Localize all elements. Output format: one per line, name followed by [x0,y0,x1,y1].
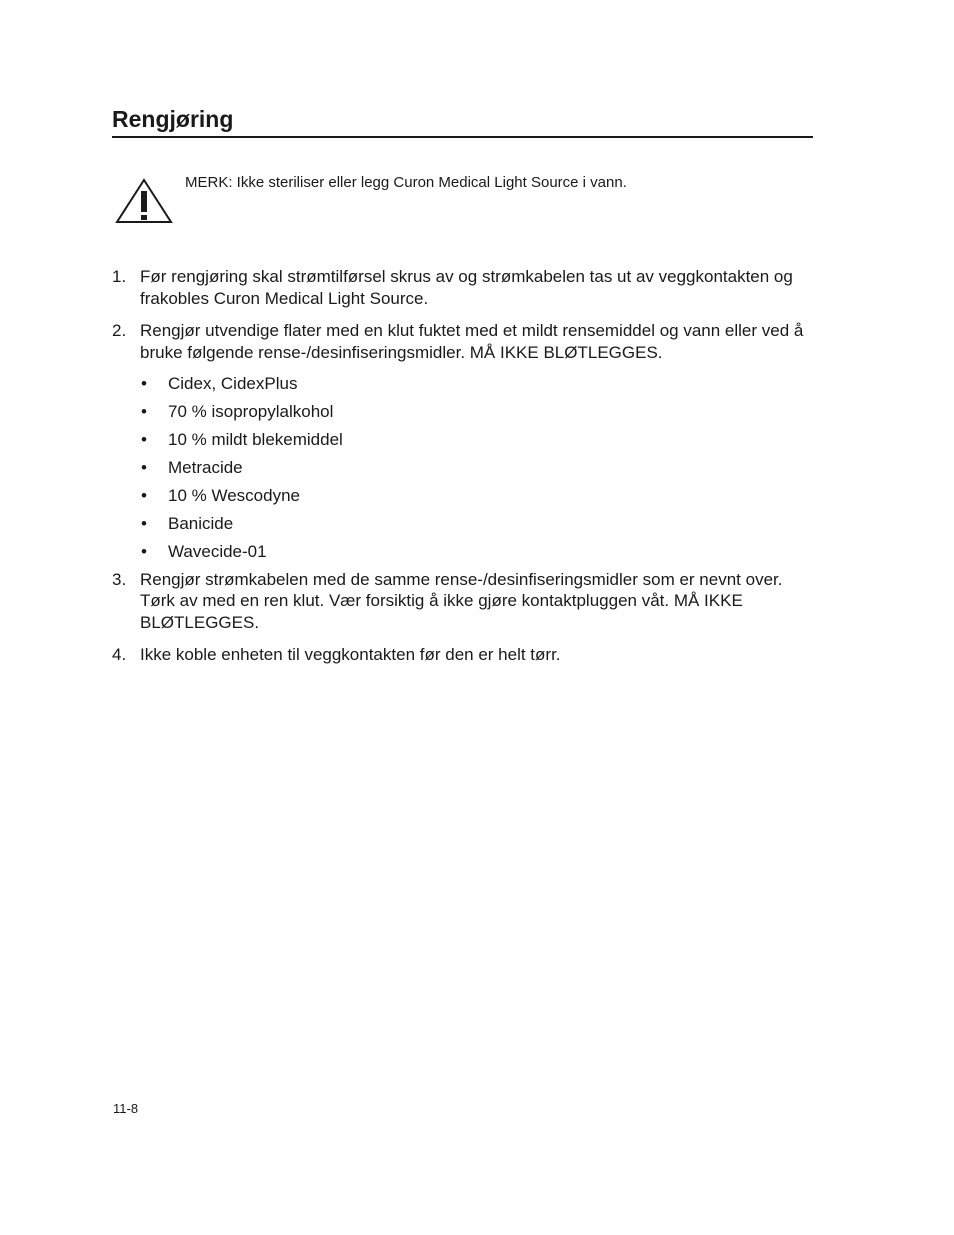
list-item [112,429,812,451]
agent-name: Wavecide-01 [168,542,267,561]
step-number: 2. [112,321,127,340]
agent-name: Cidex, CidexPlus [168,374,298,393]
bullet-mark: • [141,486,147,505]
step-number: 4. [112,645,127,664]
bullet-mark: • [141,458,147,477]
step-number: 1. [112,267,127,286]
step-4 [112,644,812,666]
section-title: Rengjøring [112,106,234,132]
step-text: Ikke koble enheten til veggkontakten før den er helt tørr. [140,645,561,664]
bullet-mark: • [141,402,147,421]
page-number: 11-8 [113,1101,139,1116]
cleaning-steps [112,266,812,666]
list-item [112,401,812,423]
step-text: Før rengjøring skal strømtilførsel skrus av og strømkabelen tas ut av veggkontakten og frakobles Curon Medical Light Source. [140,267,793,308]
step-number: 3. [112,569,127,589]
agent-list [112,373,812,563]
list-item [112,457,812,479]
step-text: Rengjør utvendige flater med en klut fuktet med et mildt rensemiddel og vann eller ved å bruke følgende rense-/desinfiseringsmidler. MÅ IKKE BLØTLEGGES. [140,321,804,362]
list-item [112,541,812,563]
list-item [112,513,812,535]
step-text: Rengjør strømkabelen med de samme rense-/desinfiseringsmidler som er nevnt over. Tørk av med en ren klut. Vær forsiktig å ikke gjøre kontaktpluggen våt. MÅ IKKE BLØTLEGGES. [140,569,783,632]
agent-name: Metracide [168,458,243,477]
step-3 [112,569,812,634]
step-2 [112,320,812,363]
agent-name: 10 % Wescodyne [168,486,300,505]
agent-name: Banicide [168,514,234,533]
list-item [112,485,812,507]
step-1 [112,266,812,309]
bullet-mark: • [141,514,147,533]
warning-note: MERK: Ikke steriliser eller legg Curon Medical Light Source i vann. [185,174,627,191]
agent-name: 70 % isopropylalkohol [168,402,334,421]
bullet-mark: • [141,374,147,393]
warning-triangle-icon [114,178,174,225]
bullet-mark: • [141,542,147,561]
agent-name: 10 % mildt blekemiddel [168,430,343,449]
title-rule [112,136,813,138]
bullet-mark: • [141,430,147,449]
list-item [112,373,812,395]
